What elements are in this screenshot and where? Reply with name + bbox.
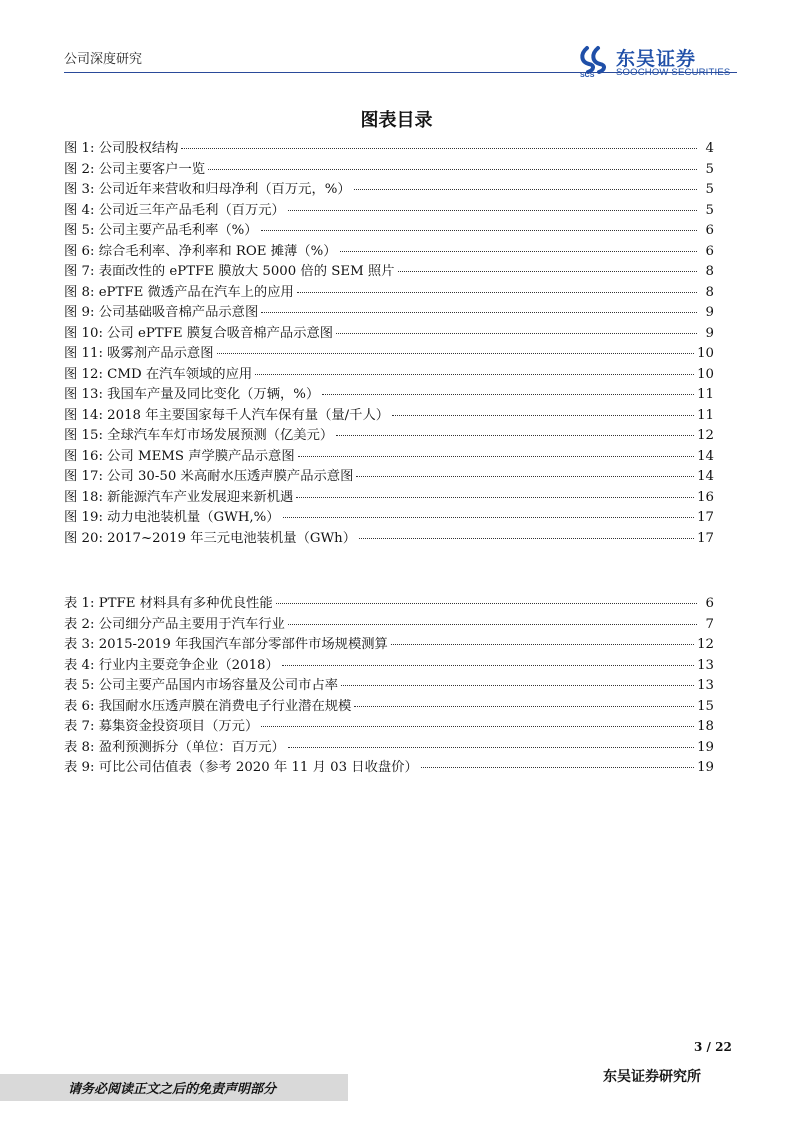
footer-company: 东吴证券研究所	[603, 1069, 701, 1085]
figure-entry-page: 12	[697, 428, 714, 443]
dot-leader	[297, 292, 697, 293]
table-entry-page: 15	[697, 698, 714, 714]
table-entry-label: 表 3: 2015-2019 年我国汽车部分零部件市场规模测算	[64, 637, 388, 652]
figure-entry[interactable]	[64, 488, 714, 509]
table-entry-label: 表 7: 募集资金投资项目（万元）	[64, 719, 259, 734]
figure-entry-label: 图 4: 公司近三年产品毛利（百万元）	[64, 202, 285, 218]
table-entry[interactable]	[64, 758, 714, 779]
table-entry-page: 13	[697, 678, 714, 693]
footer-disclaimer: 请务必阅读正文之后的免责声明部分	[68, 1082, 277, 1097]
table-entry-label: 表 5: 公司主要产品国内市场容量及公司市占率	[64, 678, 339, 693]
figure-entry-label: 图 2: 公司主要客户一览	[64, 161, 206, 177]
table-entry[interactable]	[64, 635, 714, 656]
figure-entry[interactable]	[64, 508, 714, 529]
table-entry-label: 表 4: 行业内主要竞争企业（2018）	[64, 657, 279, 673]
figure-entry[interactable]	[64, 242, 714, 263]
figure-entry-page: 5	[705, 182, 714, 197]
dot-leader	[261, 230, 697, 231]
dot-leader	[217, 353, 695, 354]
figure-entry[interactable]	[64, 201, 714, 222]
dot-leader	[340, 251, 697, 252]
dot-leader	[296, 497, 694, 498]
figure-entry-label: 图 15: 全球汽车车灯市场发展预测（亿美元）	[64, 428, 334, 443]
table-entry[interactable]	[64, 717, 714, 738]
footer-disclaimer-bar	[0, 1074, 348, 1101]
figure-entry-label: 图 10: 公司 ePTFE 膜复合吸音棉产品示意图	[64, 325, 334, 341]
table-entry[interactable]	[64, 594, 714, 615]
dot-leader	[288, 210, 697, 211]
dot-leader	[208, 169, 697, 170]
figure-entry-page: 8	[705, 284, 714, 300]
figure-entry-label: 图 8: ePTFE 微透产品在汽车上的应用	[64, 284, 294, 300]
dot-leader	[354, 706, 694, 707]
figure-entry-page: 16	[697, 489, 714, 505]
table-entry-page: 18	[697, 719, 714, 734]
dot-leader	[283, 517, 695, 518]
dot-leader	[261, 312, 697, 313]
table-entry-page: 13	[697, 657, 714, 673]
figure-entry[interactable]	[64, 406, 714, 427]
figure-entry-page: 17	[697, 510, 714, 525]
table-entry-label: 表 9: 可比公司估值表（参考 2020 年 11 月 03 日收盘价）	[64, 760, 418, 775]
figure-entry-label: 图 5: 公司主要产品毛利率（%）	[64, 223, 258, 238]
figure-entry[interactable]	[64, 160, 714, 181]
table-entry[interactable]	[64, 697, 714, 718]
figure-entry-page: 9	[705, 325, 714, 341]
dot-leader	[255, 374, 694, 375]
figure-entry-page: 8	[705, 264, 714, 279]
dot-leader	[398, 271, 698, 272]
table-entry[interactable]	[64, 615, 714, 636]
figure-entry[interactable]	[64, 139, 714, 160]
dot-leader	[282, 665, 694, 666]
logo-chinese-name: 东吴证券	[616, 48, 697, 70]
figure-entry[interactable]	[64, 426, 714, 447]
figure-entry-page: 6	[705, 243, 714, 259]
dot-leader	[392, 415, 694, 416]
table-entry-page: 19	[697, 739, 714, 755]
dot-leader	[341, 685, 694, 686]
figure-entry[interactable]	[64, 344, 714, 365]
figure-entry-label: 图 14: 2018 年主要国家每千人汽车保有量（量/千人）	[64, 407, 390, 423]
table-entry-label: 表 1: PTFE 材料具有多种优良性能	[64, 596, 273, 611]
figure-entry[interactable]	[64, 283, 714, 304]
figure-entry[interactable]	[64, 303, 714, 324]
figure-entry[interactable]	[64, 221, 714, 242]
figure-entry-label: 图 20: 2017~2019 年三元电池装机量（GWh）	[64, 530, 357, 546]
figure-entry-page: 10	[697, 366, 714, 382]
dot-leader	[354, 189, 697, 190]
figure-entry-label: 图 6: 综合毛利率、净利率和 ROE 摊薄（%）	[64, 243, 337, 259]
figure-entry[interactable]	[64, 447, 714, 468]
figure-entry-page: 14	[697, 448, 714, 464]
dot-leader	[276, 603, 697, 604]
dot-leader	[391, 644, 694, 645]
dot-leader	[288, 747, 694, 748]
table-list	[64, 594, 714, 779]
dot-leader	[421, 767, 694, 768]
dot-leader	[359, 538, 694, 539]
figure-entry-label: 图 3: 公司近年来营收和归母净利（百万元，%）	[64, 182, 351, 197]
figure-entry[interactable]	[64, 365, 714, 386]
figure-entry-page: 5	[705, 161, 714, 177]
figure-entry-label: 图 1: 公司股权结构	[64, 141, 179, 156]
figure-entry-label: 图 12: CMD 在汽车领域的应用	[64, 366, 253, 382]
table-entry-label: 表 8: 盈利预测拆分（单位：百万元）	[64, 739, 285, 755]
figure-entry[interactable]	[64, 324, 714, 345]
table-entry-page: 19	[697, 760, 714, 775]
table-entry[interactable]	[64, 676, 714, 697]
figure-entry-page: 10	[697, 346, 714, 361]
header-divider	[64, 72, 737, 73]
figure-entry-page: 17	[697, 530, 714, 546]
page-number: 3 / 22	[694, 1040, 732, 1054]
dot-leader	[356, 476, 694, 477]
figure-entry-page: 14	[697, 469, 714, 484]
toc-title: 图表目录	[360, 110, 433, 131]
table-entry[interactable]	[64, 738, 714, 759]
table-entry-page: 12	[697, 637, 714, 652]
figure-entry-page: 9	[705, 305, 714, 320]
figure-entry[interactable]	[64, 385, 714, 406]
dot-leader	[322, 394, 694, 395]
figure-entry-page: 6	[705, 223, 714, 238]
figure-entry[interactable]	[64, 529, 714, 550]
table-entry-page: 6	[705, 596, 714, 611]
figure-entry-page: 4	[705, 141, 714, 156]
table-entry-label: 表 2: 公司细分产品主要用于汽车行业	[64, 616, 285, 632]
figure-entry-label: 图 11: 吸雾剂产品示意图	[64, 346, 214, 361]
figure-entry-page: 5	[705, 202, 714, 218]
dot-leader	[298, 456, 694, 457]
dot-leader	[336, 435, 694, 436]
figure-list	[64, 139, 714, 549]
dot-leader	[261, 726, 694, 727]
figure-entry-page: 11	[697, 387, 714, 402]
table-entry[interactable]	[64, 656, 714, 677]
logo-mark-text: SCS	[580, 72, 595, 78]
logo-english-name: SOOCHOW SECURITIES	[616, 67, 731, 78]
figure-entry-page: 11	[697, 407, 714, 423]
figure-entry-label: 图 13: 我国车产量及同比变化（万辆，%）	[64, 387, 320, 402]
table-entry-page: 7	[705, 616, 714, 632]
figure-entry-label: 图 19: 动力电池装机量（GWH,%）	[64, 510, 280, 525]
figure-entry-label: 图 18: 新能源汽车产业发展迎来新机遇	[64, 489, 294, 505]
dot-leader	[181, 148, 697, 149]
figure-entry-label: 图 17: 公司 30-50 米高耐水压透声膜产品示意图	[64, 469, 354, 484]
report-type-label: 公司深度研究	[64, 52, 143, 67]
figure-entry[interactable]	[64, 467, 714, 488]
table-entry-label: 表 6: 我国耐水压透声膜在消费电子行业潜在规模	[64, 698, 352, 714]
dot-leader	[288, 624, 697, 625]
figure-entry[interactable]	[64, 180, 714, 201]
figure-entry-label: 图 7: 表面改性的 ePTFE 膜放大 5000 倍的 SEM 照片	[64, 264, 395, 279]
figure-entry[interactable]	[64, 262, 714, 283]
figure-entry-label: 图 16: 公司 MEMS 声学膜产品示意图	[64, 448, 295, 464]
dot-leader	[336, 333, 697, 334]
figure-entry-label: 图 9: 公司基础吸音棉产品示意图	[64, 305, 259, 320]
